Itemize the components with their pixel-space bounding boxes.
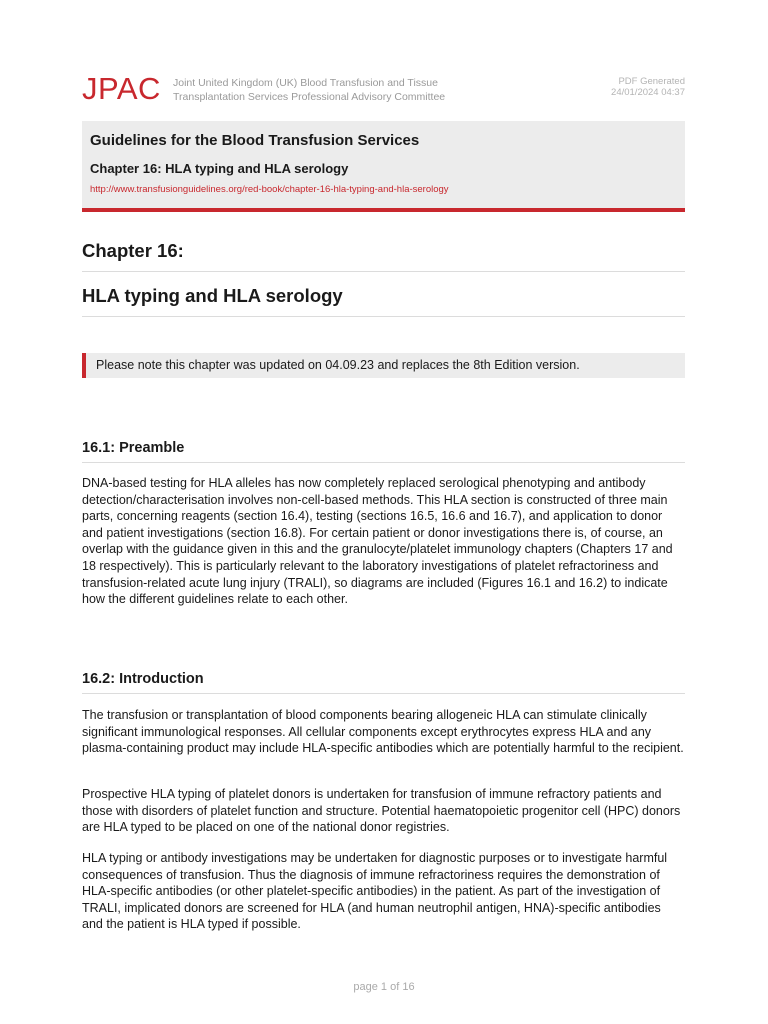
chapter-heading: Chapter 16: (82, 240, 685, 272)
jpac-logo[interactable]: JPAC (82, 71, 161, 106)
introduction-paragraph-1: The transfusion or transplantation of blood components bearing allogeneic HLA can stimulate clinically significant immunological responses. All cellular components except erythrocytes express HLA and any plasma-containing product may include HLA-specific antibodies which are potentially harmful to the recipient. (82, 708, 684, 756)
chapter-subtitle: Chapter 16: HLA typing and HLA serology (90, 161, 349, 176)
org-line-2: Transplantation Services Professional Advisory Committee (173, 91, 446, 103)
preamble-paragraph: DNA-based testing for HLA alleles has now completely replaced serological phenotyping and antibody detection/characterisation involves non-cell-based methods. This HLA section is constructed of three main parts, concerning reagents (section 16.4), testing (sections 16.5, 16.6 and 16.7), and application to donor and patient investigations (section 16.8). For certain patient or donor investigations there is, of course, an overlap with the guidance given in this and the granulocyte/platelet immunology chapters (Chapters 17 and 18 respectively). This is particularly relevant to the laboratory investigations of platelet refractoriness and transfusion-related acute lung injury (TRALI), so diagrams are included (Figures 16.1 and 16.2) to indicate how the different guidelines relate to each other. (82, 476, 673, 607)
pdf-generated-info (611, 76, 685, 98)
org-line-1: Joint United Kingdom (UK) Blood Transfusion and Tissue (173, 77, 438, 89)
pdf-generated-date: 24/01/2024 04:37 (611, 87, 685, 98)
guidelines-title: Guidelines for the Blood Transfusion Services (90, 132, 420, 149)
guidelines-banner (82, 121, 685, 212)
update-note (82, 353, 685, 378)
section-heading-preamble: 16.1: Preamble (82, 440, 685, 463)
introduction-paragraph-3: HLA typing or antibody investigations may be undertaken for diagnostic purposes or to investigate harmful consequences of transfusion. Thus the diagnosis of immune refractoriness requires the demonstration of HLA-specific antibodies (or other platelet-specific antibodies) in the patient. As part of the investigation of TRALI, implicated donors are screened for HLA (and human neutrophil antigen, HNA)-specific antibodies and the patient is HLA typed if possible. (82, 851, 668, 932)
page-number: page 1 of 16 (353, 981, 415, 993)
introduction-paragraph-2: Prospective HLA typing of platelet donors is undertaken for transfusion of immune refractory patients and those with disorders of platelet function and structure. Potential haematopoietic progenitor cell (HPC) donors are HLA typed to be placed on one of the national donor registries. (82, 787, 681, 835)
header (82, 72, 685, 112)
chapter-url-link[interactable]: http://www.transfusionguidelines.org/red-book/chapter-16-hla-typing-and-hla-serology (90, 184, 449, 195)
pdf-generated-label: PDF Generated (618, 76, 685, 87)
update-note-text: Please note this chapter was updated on 04.09.23 and replaces the 8th Edition version. (96, 358, 580, 372)
organisation-name (173, 76, 445, 104)
section-heading-introduction: 16.2: Introduction (82, 671, 685, 694)
chapter-title-heading: HLA typing and HLA serology (82, 285, 685, 317)
